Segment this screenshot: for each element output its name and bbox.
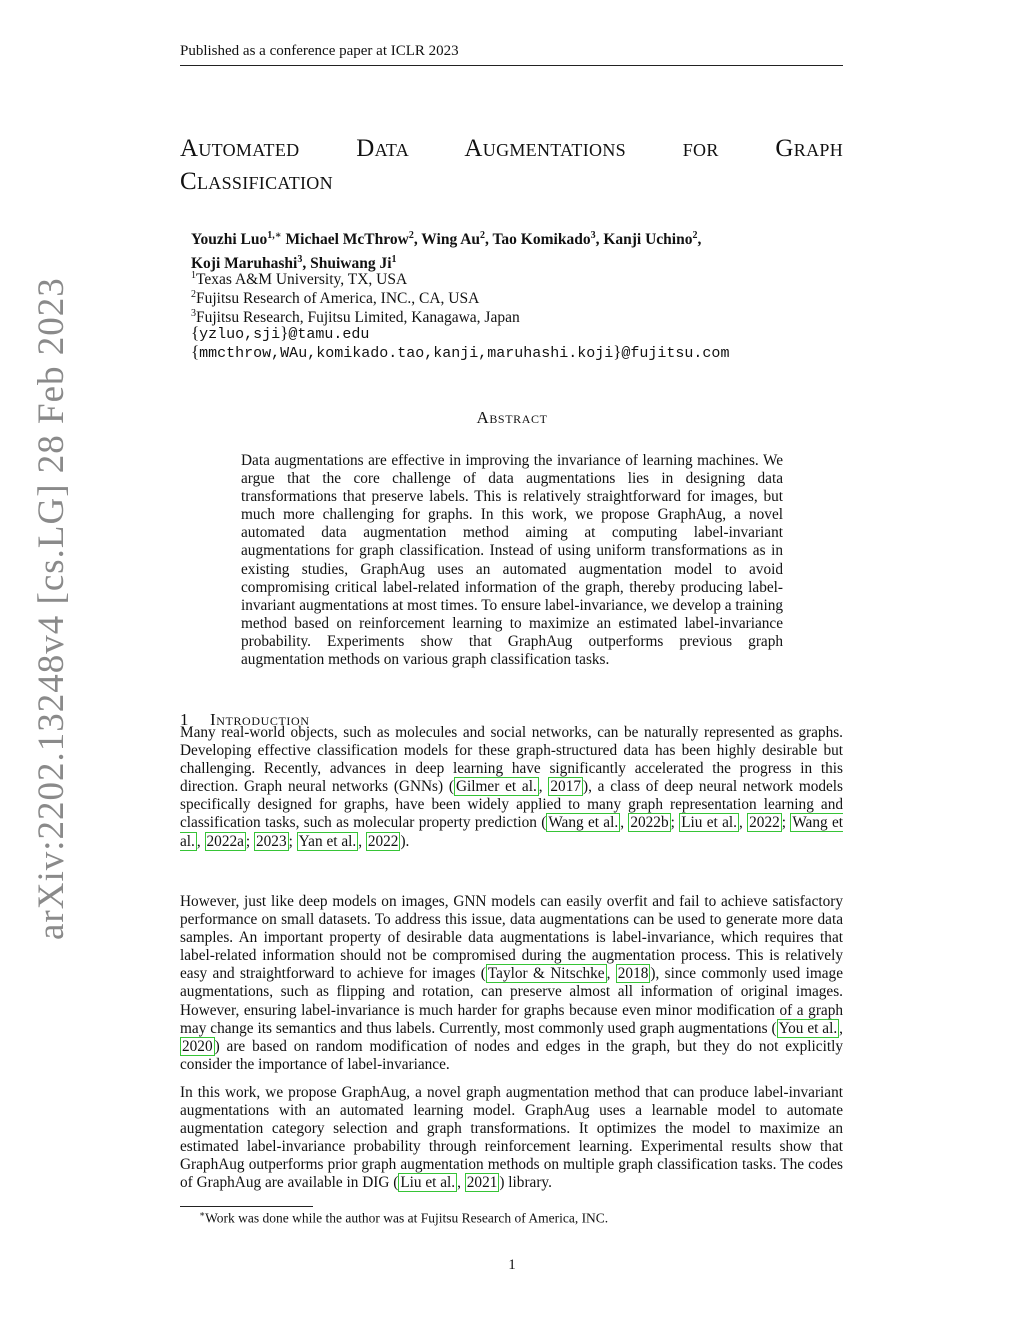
page-number: 1 (508, 1257, 516, 1273)
email-domain: @tamu.edu (288, 326, 370, 343)
affiliation-mark: 1 (191, 270, 196, 281)
author-affiliation-mark: 2 (692, 230, 698, 241)
citation-link[interactable]: 2022a (206, 832, 244, 850)
paragraph-text: However, just like deep models on images, GNN models can easily overfit and fail to achieve satisfactory performance on small datasets. To address this issue, data augmentations can be used to generate more data samples. An important property of desirable data augmentations is label-invariance, which requires that label-related information should not be compromised during the augmentation process. This is relatively easy and straightforward to achieve for images ( (180, 893, 843, 983)
email-users: mmcthrow,WAu,komikado.tao,kanji,maruhashi.koji (199, 345, 614, 362)
affiliation-mark: 3 (191, 308, 196, 319)
citation-link[interactable]: 2022 (367, 832, 399, 850)
author-affiliation-mark: 1 (267, 230, 273, 241)
citation-link[interactable]: Liu et al. (681, 814, 737, 832)
paragraph-text: ) library. (499, 1174, 552, 1192)
abstract-text: Data augmentations are effective in improving the invariance of learning machines. We argue that the core challenge of data augmentations lies in designing data transformations that preserve labels. This is relatively straightforward for images, but much more challenging for graphs. In this work, we propose GraphAug, a novel automated data augmentation method aiming at computing label-invariant augmentations for graph classification. Instead of using uniform transformations as in existing studies, GraphAug uses an automated augmentation model to avoid compromising critical label-related information of the graph, thereby producing label-invariant augmentations at most times. To ensure label-invariance, we develop a training method based on reinforcement learning to maximize an estimated label-invariance probability. Experiments show that GraphAug outperforms previous graph augmentation methods on various graph classification tasks. (241, 452, 783, 669)
citation-link[interactable]: 2023 (256, 832, 287, 850)
citation-link[interactable]: Wang et al. (548, 814, 619, 832)
author-name: Tao Komikado (492, 231, 591, 249)
section-title: Introduction (210, 710, 310, 729)
citation-link[interactable]: 2022 (749, 814, 780, 832)
paragraph-text: ) are based on random modification of nodes and edges in the graph, but they do not explicitly consider the importance of label-invariance. (180, 1037, 843, 1073)
author-name: Wing Au (421, 231, 481, 249)
footnote-mark: ∗ (199, 1209, 206, 1219)
footnote-rule (180, 1206, 313, 1207)
paragraph-text: ). (400, 832, 410, 850)
abstract-heading: Abstract (476, 408, 548, 427)
email-tamu[interactable]: {yzluo,sji}@tamu.edu (191, 323, 370, 343)
email-fujitsu[interactable]: {mmcthrow,WAu,komikado.tao,kanji,maruhashi.koji}@fujitsu.com (191, 342, 730, 362)
citation-link[interactable]: Yan et al. (298, 832, 357, 850)
author-affiliation-mark: 2 (408, 230, 414, 241)
author-affiliation-mark: 3 (590, 230, 596, 241)
citation-link[interactable]: 2017 (550, 778, 581, 796)
footnote (199, 1209, 608, 1227)
intro-paragraph-3: In this work, we propose GraphAug, a novel graph augmentation method that can produce label-invariant augmentations with an automated learning model. GraphAug uses a learnable model to automate augmentation category selection and graph transformations. It optimizes the model to maximize an estimated label-invariance probability through reinforcement learning. Experimental results show that GraphAug outperforms prior graph augmentation methods on multiple graph classification tasks. The codes of GraphAug are available in DIG ( Liu et al. , 2021 ) library. (180, 1084, 843, 1192)
affiliation-text: Fujitsu Research of America, INC., CA, USA (196, 290, 480, 308)
author-name: Kanji Uchino (603, 231, 693, 249)
header-rule (180, 65, 843, 66)
citation-link[interactable]: Wang et al. (180, 814, 844, 850)
author-affiliation-mark: 1 (391, 254, 397, 266)
author-name: Youzhi Luo (191, 231, 268, 249)
citation-link[interactable]: 2018 (617, 965, 649, 983)
author-footnote-mark: ∗ (274, 230, 282, 241)
paper-title (180, 132, 843, 198)
title-line-1: Automated Data Augmentations for Graph (180, 135, 843, 162)
footnote-text: Work was done while the author was at Fujitsu Research of America, INC. (205, 1210, 609, 1226)
paragraph-text: ), since commonly used image augmentations, such as flipping and rotation, can preserve almost all information of original images. However, ensuring label-invariance is much harder for graphs because even minor modification of a graph may change its semantics and thus labels. Currently, most commonly used graph augmentations ( (180, 965, 843, 1037)
paragraph-text: Many real-world objects, such as molecules and social networks, can be naturally represented as graphs. Developing effective classification models for these graph-structured data has been highly desirable but challenging. Recently, advances in deep learning have significantly accelerated the progress in this direction. Graph neural networks (GNNs) ( (180, 724, 843, 796)
citation-link[interactable]: You et al. (778, 1019, 838, 1037)
affiliation-mark: 2 (191, 289, 196, 300)
author-name: Koji Maruhashi (191, 255, 298, 273)
affiliation-text: Fujitsu Research, Fujitsu Limited, Kanagawa, Japan (196, 309, 520, 327)
citation-link[interactable]: 2020 (182, 1037, 213, 1055)
author-affiliation-mark: 3 (297, 254, 303, 266)
section-number: 1 (180, 710, 190, 729)
citation-link[interactable]: 2021 (466, 1174, 498, 1192)
paragraph-text: ), a class of deep neural network models specifically designed for graphs, have been widely applied to many graph representation learning and classification tasks, such as molecular property prediction ( (180, 778, 844, 832)
email-domain: @fujitsu.com (621, 345, 730, 362)
author-name: Shuiwang Ji (310, 255, 392, 273)
arxiv-identifier: arXiv:2202.13248v4 [cs.LG] 28 Feb 2023 (31, 277, 72, 940)
paragraph-text: In this work, we propose GraphAug, a novel graph augmentation method that can produce label-invariant augmentations with an automated learning model. GraphAug uses a learnable model to automate augmentation category selection and graph transformations. It optimizes the model to maximize an estimated label-invariance probability through reinforcement learning. Experimental results show that GraphAug outperforms prior graph augmentation methods on multiple graph classification tasks. The codes of GraphAug are available in DIG ( (180, 1084, 843, 1192)
author-name: Michael McThrow (285, 231, 409, 249)
citation-link[interactable]: Liu et al. (400, 1174, 456, 1192)
citation-link[interactable]: Taylor & Nitschke (487, 965, 605, 983)
running-header: Published as a conference paper at ICLR 2023 (180, 43, 459, 59)
affiliation-text: Texas A&M University, TX, USA (196, 271, 408, 289)
citation-link[interactable]: Gilmer et al. (455, 778, 537, 796)
intro-paragraph-1: Many real-world objects, such as molecules and social networks, can be naturally represented as graphs. Developing effective classification models for these graph-structured data has been highly desirable but challenging. Recently, advances in deep learning have significantly accelerated the progress in this direction. Graph neural networks (GNNs) ( Gilmer et al. , 2017 ), a class of deep neural network models specifically designed for graphs, have been widely applied to many graph representation learning and classification tasks, such as molecular property prediction ( Wang et al. , 2022b ; Liu et al. , 2022 ; Wang et al. , 2022a ; 2023 ; Yan et al. , 2022 ). (180, 724, 844, 850)
author-affiliation-mark: 2 (480, 230, 486, 241)
citation-link[interactable]: 2022b (630, 814, 669, 832)
email-users: yzluo,sji (199, 326, 281, 343)
title-line-2: Classification (180, 168, 333, 195)
author-list: Youzhi Luo$^{1,∗}$ Michael McThrow$^2$, Wing Au$^2$, Tao Komikado$^3$, Kanji Uchino$^2$, Koji Maruhashi$^3$, Shuiwang Ji$^1$ (191, 230, 702, 273)
intro-paragraph-2: However, just like deep models on images, GNN models can easily overfit and fail to achieve satisfactory performance on small datasets. To address this issue, data augmentations can be used to generate more data samples. An important property of desirable data augmentations is label-invariance, which requires that label-related information should not be compromised during the augmentation process. This is relatively easy and straightforward to achieve for images ( Taylor & Nitschke , 2018 ), since commonly used image augmentations, such as flipping and rotation, can preserve almost all information of original images. However, ensuring label-invariance is much harder for graphs because even minor modification of a graph may change its semantics and thus labels. Currently, most commonly used graph augmentations ( You et al. , 2020 ) are based on random modification of nodes and edges in the graph, but they do not explicitly consider the importance of label-invariance. (180, 893, 843, 1073)
